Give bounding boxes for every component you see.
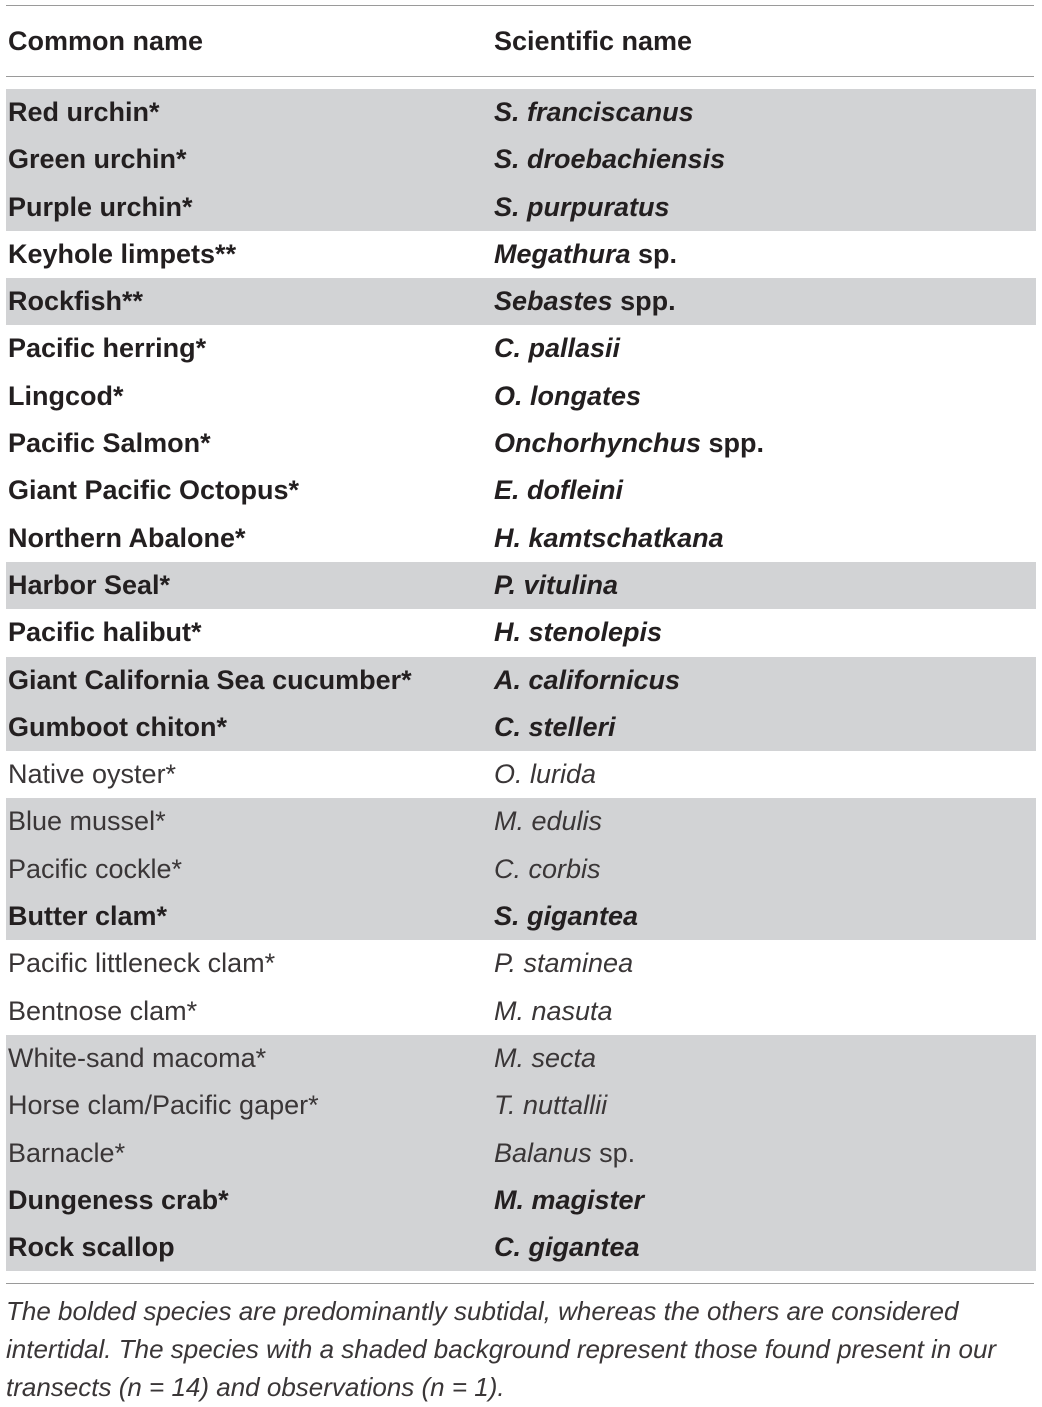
common-name-cell: White-sand macoma* bbox=[8, 1042, 267, 1073]
common-name-cell: Northern Abalone* bbox=[8, 522, 246, 553]
scientific-name-cell bbox=[494, 184, 670, 231]
table-row bbox=[6, 325, 1036, 372]
table-row bbox=[6, 136, 1036, 183]
table-row bbox=[6, 704, 1036, 751]
table-body bbox=[6, 89, 1036, 1271]
scientific-name-genus-species: M. edulis bbox=[494, 806, 603, 837]
scientific-name-cell bbox=[494, 657, 680, 704]
common-name-cell: Keyhole limpets** bbox=[8, 238, 237, 269]
common-name-cell: Pacific halibut* bbox=[8, 617, 202, 648]
scientific-name-cell bbox=[494, 373, 641, 420]
table-row bbox=[6, 89, 1036, 136]
scientific-name-genus-species: E. dofleini bbox=[494, 475, 624, 506]
scientific-name-genus-species: T. nuttallii bbox=[494, 1090, 608, 1121]
scientific-name-suffix: sp. bbox=[630, 238, 678, 269]
scientific-name-cell bbox=[494, 1177, 644, 1224]
common-name-cell: Green urchin* bbox=[8, 144, 187, 175]
table-bottom-rule bbox=[6, 1283, 1034, 1284]
scientific-name-genus-species: S. purpuratus bbox=[494, 191, 670, 222]
scientific-name-cell bbox=[494, 278, 676, 325]
scientific-name-cell bbox=[494, 940, 633, 987]
scientific-name-genus-species: S. franciscanus bbox=[494, 97, 694, 127]
scientific-name-suffix: spp. bbox=[701, 428, 765, 459]
table-row bbox=[6, 231, 1036, 278]
scientific-name-cell bbox=[494, 1082, 607, 1129]
scientific-name-cell bbox=[494, 1035, 596, 1082]
common-name-cell: Native oyster* bbox=[8, 759, 177, 790]
scientific-name-genus-species: Balanus bbox=[494, 1137, 592, 1168]
scientific-name-suffix: spp. bbox=[612, 286, 676, 317]
scientific-name-cell bbox=[494, 846, 601, 893]
common-name-cell: Red urchin* bbox=[8, 97, 160, 127]
table-row bbox=[6, 1224, 1036, 1271]
table-row bbox=[6, 1177, 1036, 1224]
common-name-cell: Pacific cockle* bbox=[8, 853, 183, 884]
common-name-cell: Butter clam* bbox=[8, 901, 168, 932]
table-row bbox=[6, 467, 1036, 514]
common-name-cell: Blue mussel* bbox=[8, 806, 166, 837]
common-name-cell: Rock scallop bbox=[8, 1232, 175, 1263]
scientific-name-genus-species: P. vitulina bbox=[494, 569, 619, 600]
table-row bbox=[6, 515, 1036, 562]
common-name-cell: Barnacle* bbox=[8, 1137, 126, 1168]
scientific-name-genus-species: M. nasuta bbox=[494, 995, 613, 1026]
scientific-name-cell bbox=[494, 704, 616, 751]
header-scientific-name: Scientific name bbox=[494, 26, 693, 56]
scientific-name-genus-species: S. gigantea bbox=[494, 901, 639, 932]
table-row bbox=[6, 751, 1036, 798]
common-name-cell: Lingcod* bbox=[8, 380, 124, 411]
scientific-name-genus-species: Sebastes bbox=[494, 286, 613, 317]
scientific-name-suffix: sp. bbox=[591, 1137, 636, 1168]
scientific-name-cell bbox=[494, 751, 596, 798]
table-row bbox=[6, 940, 1036, 987]
table-row bbox=[6, 1035, 1036, 1082]
common-name-cell: Rockfish** bbox=[8, 286, 144, 317]
scientific-name-cell bbox=[494, 89, 694, 136]
scientific-name-genus-species: C. stelleri bbox=[494, 711, 616, 742]
scientific-name-genus-species: C. gigantea bbox=[494, 1232, 640, 1263]
scientific-name-cell bbox=[494, 467, 623, 514]
scientific-name-cell bbox=[494, 136, 725, 183]
scientific-name-cell bbox=[494, 609, 662, 656]
scientific-name-cell bbox=[494, 798, 602, 845]
table-row bbox=[6, 846, 1036, 893]
table-header-rule bbox=[6, 76, 1034, 77]
table-row bbox=[6, 373, 1036, 420]
table-row bbox=[6, 184, 1036, 231]
common-name-cell: Harbor Seal* bbox=[8, 569, 171, 600]
scientific-name-cell bbox=[494, 325, 620, 372]
scientific-name-cell bbox=[494, 1224, 640, 1271]
scientific-name-genus-species: P. staminea bbox=[494, 948, 634, 979]
common-name-cell: Giant Pacific Octopus* bbox=[8, 475, 300, 506]
scientific-name-genus-species: H. stenolepis bbox=[494, 617, 663, 648]
common-name-cell: Pacific Salmon* bbox=[8, 428, 211, 459]
scientific-name-cell bbox=[494, 515, 724, 562]
table-row bbox=[6, 420, 1036, 467]
scientific-name-cell bbox=[494, 562, 618, 609]
scientific-name-cell bbox=[494, 988, 613, 1035]
common-name-cell: Giant California Sea cucumber* bbox=[8, 664, 412, 695]
table-row bbox=[6, 1082, 1036, 1129]
common-name-cell: Gumboot chiton* bbox=[8, 711, 227, 742]
scientific-name-genus-species: S. droebachiensis bbox=[494, 144, 726, 175]
table-footnote: The bolded species are predominantly subtidal, whereas the others are considered intertidal. The species with a shaded background represent those found present in our transects (n = 14) and observations (n = 1). bbox=[6, 1296, 997, 1402]
table-row bbox=[6, 1130, 1036, 1177]
scientific-name-genus-species: A. californicus bbox=[494, 664, 681, 695]
table-row bbox=[6, 609, 1036, 656]
scientific-name-genus-species: M. magister bbox=[494, 1184, 645, 1215]
common-name-cell: Pacific littleneck clam* bbox=[8, 948, 276, 979]
table-row bbox=[6, 657, 1036, 704]
scientific-name-cell bbox=[494, 1130, 635, 1177]
table-row bbox=[6, 278, 1036, 325]
common-name-cell: Horse clam/Pacific gaper* bbox=[8, 1090, 319, 1121]
scientific-name-genus-species: O. longates bbox=[494, 380, 642, 411]
table-header bbox=[0, 5, 1042, 76]
scientific-name-cell bbox=[494, 420, 764, 467]
scientific-name-genus-species: O. lurida bbox=[494, 759, 597, 790]
scientific-name-cell bbox=[494, 231, 677, 278]
common-name-cell: Bentnose clam* bbox=[8, 995, 198, 1026]
common-name-cell: Dungeness crab* bbox=[8, 1184, 229, 1215]
scientific-name-genus-species: H. kamtschatkana bbox=[494, 522, 724, 553]
table-row bbox=[6, 562, 1036, 609]
common-name-cell: Pacific herring* bbox=[8, 333, 207, 364]
scientific-name-genus-species: C. corbis bbox=[494, 853, 601, 884]
scientific-name-genus-species: Megathura bbox=[494, 238, 631, 269]
table-row bbox=[6, 893, 1036, 940]
table-row bbox=[6, 798, 1036, 845]
scientific-name-genus-species: C. pallasii bbox=[494, 333, 621, 364]
scientific-name-genus-species: Onchorhynchus bbox=[494, 428, 702, 459]
scientific-name-genus-species: M. secta bbox=[494, 1042, 597, 1073]
common-name-cell: Purple urchin* bbox=[8, 191, 193, 222]
table-row bbox=[6, 988, 1036, 1035]
header-common-name: Common name bbox=[8, 26, 204, 56]
scientific-name-cell bbox=[494, 893, 638, 940]
